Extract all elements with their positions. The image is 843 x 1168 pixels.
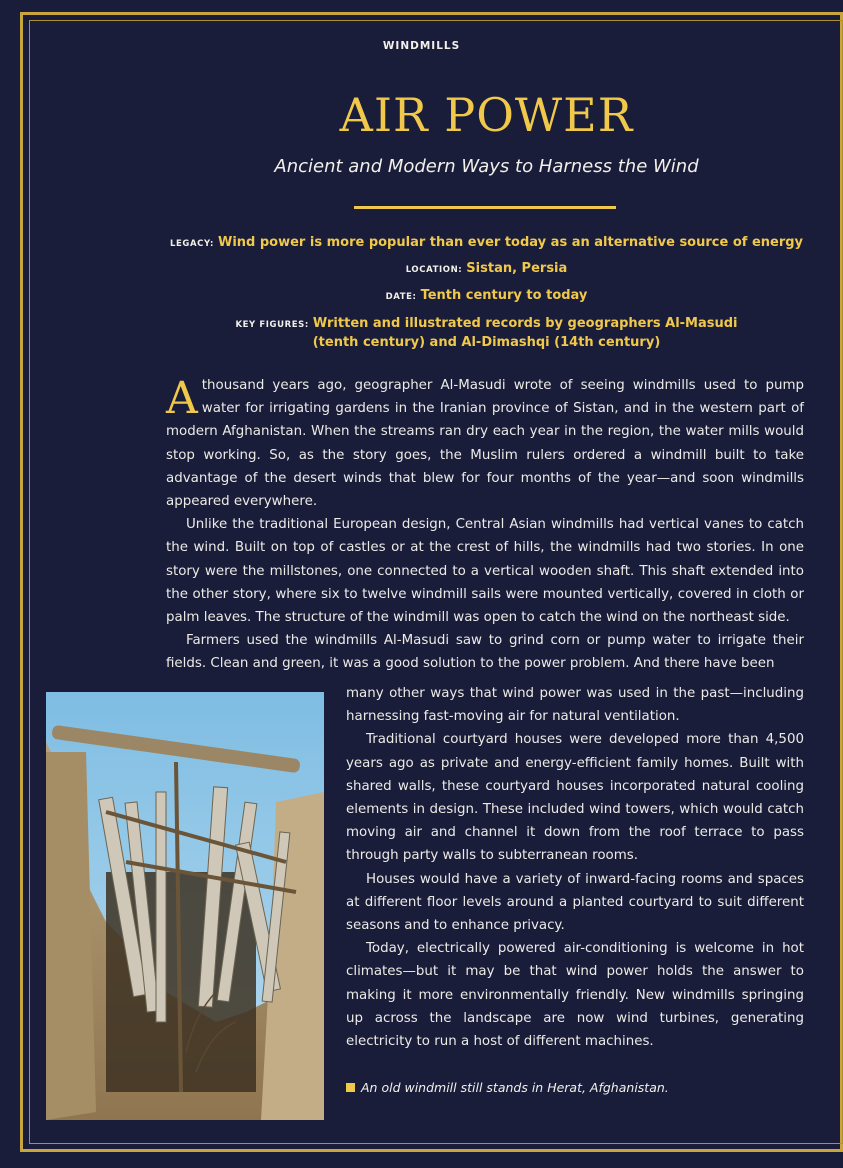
fact-date	[0, 285, 843, 308]
fact-location-value: Sistan, Persia	[466, 261, 568, 276]
fact-location	[0, 258, 843, 281]
article-body-top	[166, 374, 804, 676]
photo-caption	[346, 1080, 669, 1095]
paragraph-5: Houses would have a variety of inward-facing rooms and spaces at different floor levels around a planted courtyard to suit different seasons and to enhance privacy.	[346, 871, 804, 934]
caption-text: An old windmill still stands in Herat, Afghanistan.	[361, 1080, 669, 1095]
paragraph-1-text: thousand years ago, geographer Al-Masudi wrote of seeing windmills used to pump water for irrigating gardens in the Iranian province of Sistan, and in the western part of modern Afghanistan. When the streams ran dry each year in the region, the water mills would stop working. So, as the story goes, the Muslim rulers ordered a windmill built to take advantage of the desert winds that blew for four months of the year—and soon windmills appeared everywhere.	[166, 378, 804, 510]
windmill-photo	[46, 692, 324, 1120]
fact-legacy-label: LEGACY:	[169, 239, 214, 249]
paragraph-3-continued: many other ways that wind power was used in the past—including harnessing fast-moving air for natural ventilation.	[346, 686, 804, 725]
page-title: AIR POWER	[339, 88, 634, 142]
fact-date-value: Tenth century to today	[420, 288, 588, 303]
page-subtitle: Ancient and Modern Ways to Harness the Wind	[274, 156, 699, 177]
caption-bullet	[346, 1083, 355, 1092]
drop-cap: A	[166, 373, 198, 424]
title-rule	[354, 206, 616, 209]
paragraph-1	[166, 374, 804, 513]
section-kicker: WINDMILLS	[382, 40, 461, 52]
fact-location-label: LOCATION:	[405, 265, 463, 275]
fact-key-figures-cont	[0, 332, 843, 353]
fact-key-figures-value-2: (tenth century) and Al-Dimashqi (14th century)	[312, 335, 661, 350]
paragraph-4: Traditional courtyard houses were developed more than 4,500 years ago as private and energy-efficient family homes. Built with shared walls, these courtyard houses incorporated natural cooling elements in design. These included wind towers, which would catch moving air and channel it down from the roof terrace to pass through party walls to subterranean rooms.	[346, 732, 804, 864]
paragraph-2: Unlike the traditional European design, Central Asian windmills had vertical vanes to catch the wind. Built on top of castles or at the crest of hills, the windmills had two stories. In one story were the millstones, one connected to a vertical wooden shaft. This shaft extended into the other story, where six to twelve windmill sails were mounted vertically, covered in cloth or palm leaves. The structure of the windmill was open to catch the wind on the northeast side.	[166, 517, 804, 626]
paragraph-3: Farmers used the windmills Al-Masudi saw to grind corn or pump water to irrigate their fields. Clean and green, it was a good solution to the power problem. And there have been	[166, 633, 804, 672]
fact-key-figures-label: KEY FIGURES:	[235, 320, 309, 330]
fact-key-figures-value-1: Written and illustrated records by geographers Al-Masudi	[312, 316, 738, 331]
article-body-bottom	[346, 682, 804, 1053]
fact-legacy	[0, 232, 843, 255]
fact-date-label: DATE:	[385, 292, 417, 302]
fact-legacy-value: Wind power is more popular than ever today as an alternative source of energy	[217, 235, 804, 250]
paragraph-6: Today, electrically powered air-conditioning is welcome in hot climates—but it may be that wind power holds the answer to making it more environmentally friendly. New windmills springing up across the landscape are now wind turbines, generating electricity to run a host of different machines.	[346, 941, 804, 1050]
windmill-illustration	[46, 692, 324, 1120]
